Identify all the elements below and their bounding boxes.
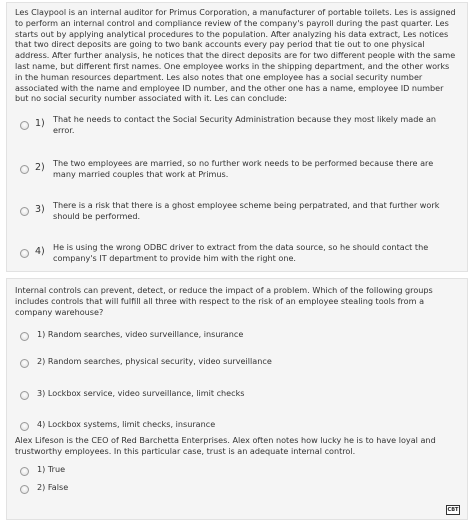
question-2-3-panel: [6, 278, 468, 520]
question-1-stem: Les Claypool is an internal auditor for Primus Corporation, a manufacturer of portable toilets. Les is assigned to perform an internal control and compliance review of the company's payroll during the past quarter. Les starts out by applying analytical procedures to the population. After analyzing his data extract, Les notices that two direct deposits are going to two bank accounts every pay period that tie out to one physical address. After further analysis, he notices that the direct deposits are for two different people with the same last name, but different first names. One employee works in the shipping department, and the other works in the human resources department. Les also notes that one employee has a social security number associated with the name and employee ID number, and the other one has a name, employee ID number but no social security number associated with it. Les can conclude:: [15, 7, 456, 104]
q1-option-4-radio[interactable]: [20, 249, 29, 258]
q1-option-1-number: 1): [35, 118, 45, 130]
q2-option-3[interactable]: [7, 388, 467, 400]
q1-option-2-radio[interactable]: [20, 165, 29, 174]
q1-option-1-text: That he needs to contact the Social Security Administration because they most likely made an error.: [53, 114, 437, 135]
q3-option-1[interactable]: [7, 464, 467, 476]
q3-option-2-text: 2) False: [37, 481, 69, 492]
q2-option-4-text: 4) Lockbox systems, limit checks, insurance: [37, 419, 216, 430]
q2-option-2-text: 2) Random searches, physical security, video surveillance: [37, 356, 272, 367]
q2-option-1-text: 1) Random searches, video surveillance, insurance: [37, 329, 244, 340]
q2-option-4[interactable]: [7, 419, 467, 431]
q1-option-2-number: 2): [35, 161, 45, 173]
q3-option-2-radio[interactable]: [20, 485, 29, 494]
q2-option-3-text: 3) Lockbox service, video surveillance, limit checks: [37, 388, 245, 399]
q1-option-3-radio[interactable]: [20, 207, 29, 216]
q1-option-1-radio[interactable]: [20, 121, 29, 130]
q1-option-4-number: 4): [35, 245, 45, 257]
q1-option-4-text: He is using the wrong ODBC driver to extract from the data source, so he should contact the company's IT department to provide him with the right one.: [53, 241, 429, 263]
q2-option-3-radio[interactable]: [20, 391, 29, 400]
q2-option-1-radio[interactable]: [20, 332, 29, 341]
q2-option-2-radio[interactable]: [20, 359, 29, 368]
q1-option-2[interactable]: [7, 158, 467, 180]
q1-option-4[interactable]: [7, 242, 467, 264]
question-2-stem: Internal controls can prevent, detect, or reduce the impact of a problem. Which of the following groups includes controls that will fulfill all three with respect to the risk of an employee stealing tools from a company warehouse?: [15, 285, 433, 317]
q3-option-2[interactable]: [7, 482, 467, 494]
q2-option-1[interactable]: [7, 329, 467, 341]
q1-option-1[interactable]: [7, 114, 467, 136]
q1-option-2-text: The two employees are married, so no further work needs to be performed because there are many married couples that work at Primus.: [53, 157, 434, 179]
question-1-panel: [6, 2, 468, 272]
q3-option-1-radio[interactable]: [20, 467, 29, 476]
q1-option-3[interactable]: [7, 200, 467, 222]
q3-option-1-text: 1) True: [37, 463, 66, 474]
question-3-stem: Alex Lifeson is the CEO of Red Barchetta Enterprises. Alex often notes how lucky he is to have loyal and trustworthy employees. In this particular case, trust is an adequate internal control.: [15, 435, 436, 457]
q2-option-2[interactable]: [7, 356, 467, 368]
corner-logo: CBT: [447, 507, 459, 513]
q2-option-4-radio[interactable]: [20, 422, 29, 431]
q1-option-3-text: There is a risk that there is a ghost employee scheme being perpatrated, and that further work should be performed.: [53, 200, 440, 222]
q1-option-3-number: 3): [35, 204, 45, 216]
